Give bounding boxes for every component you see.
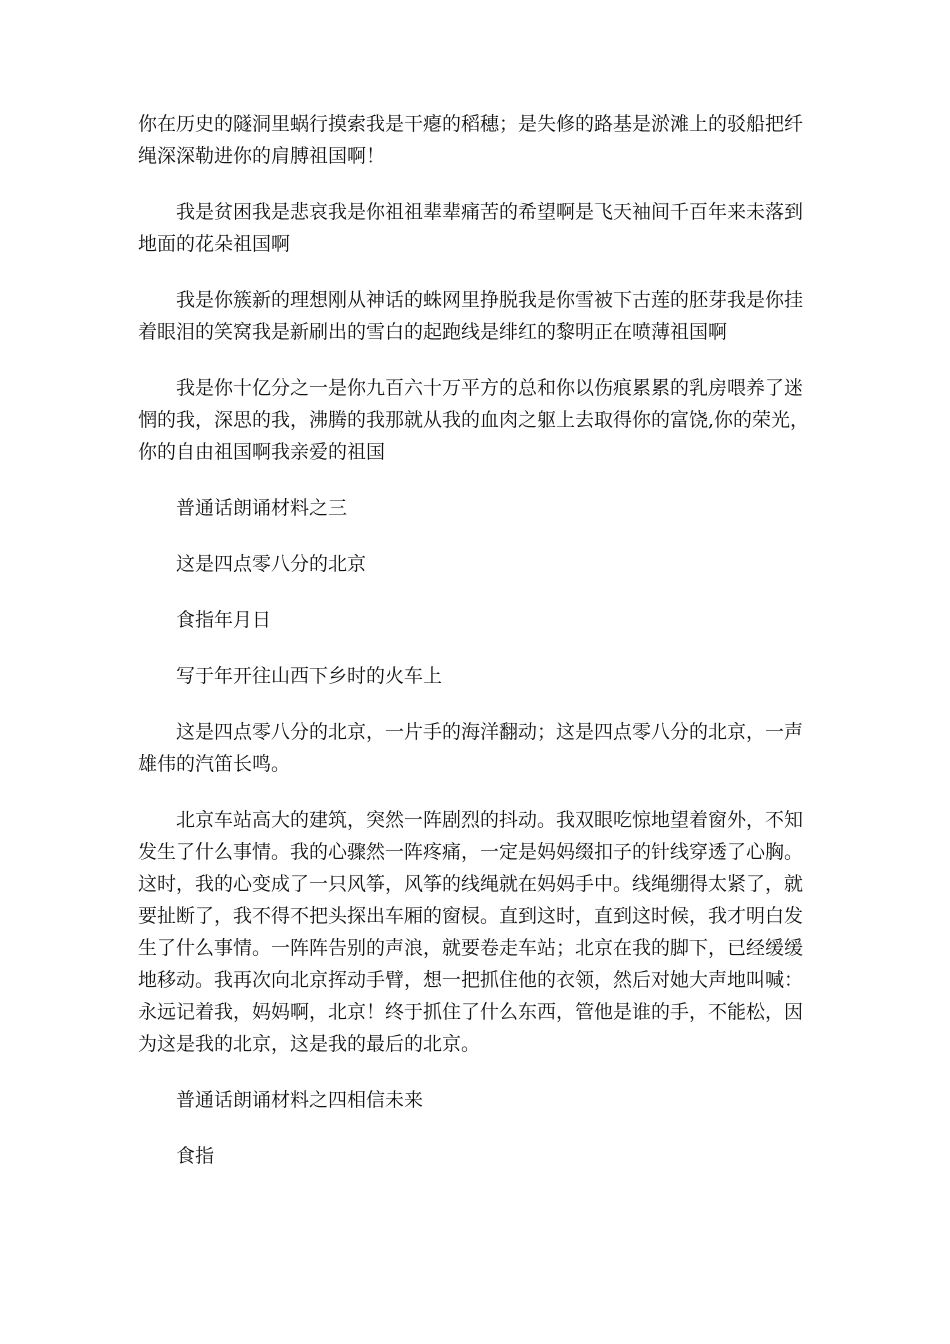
paragraph-4: 我是你十亿分之一是你九百六十万平方的总和你以伤痕累累的乳房喂养了迷 惘的我，深思的我，沸腾的我那就从我的血肉之躯上去取得你的富饶,你的荣光， 你的自由祖国啊我亲爱的祖国 (138, 377, 810, 463)
section-heading-4: 普通话朗诵材料之四相信未来 (176, 1089, 424, 1111)
poem-note: 写于年开往山西下乡时的火车上 (176, 665, 443, 687)
paragraph-3: 我是你簇新的理想刚从神话的蛛网里挣脱我是你雪被下古莲的胚芽我是你挂 着眼泪的笑窝我是新刷出的雪白的起跑线是绯红的黎明正在喷薄祖国啊 (138, 289, 804, 343)
poem-author-date: 食指年月日 (176, 609, 272, 631)
paragraph-1: 你在历史的隧洞里蜗行摸索我是干瘪的稻穗；是失修的路基是淤滩上的驳船把纤 绳深深勒进你的肩膊祖国啊！ (138, 113, 804, 167)
paragraph-2: 我是贫困我是悲哀我是你祖祖辈辈痛苦的希望啊是飞天袖间千百年来未落到 地面的花朵祖国啊 (138, 201, 804, 255)
poem-author: 食指 (176, 1145, 215, 1167)
document-page (138, 108, 814, 1172)
paragraph-9: 这是四点零八分的北京，一片手的海洋翻动；这是四点零八分的北京，一声 雄伟的汽笛长鸣。 (138, 721, 804, 775)
section-heading-3: 普通话朗诵材料之三 (176, 497, 348, 519)
paragraph-10: 北京车站高大的建筑，突然一阵剧烈的抖动。我双眼吃惊地望着窗外，不知 发生了什么事情。我的心骤然一阵疼痛，一定是妈妈缀扣子的针线穿透了心胸。 这时，我的心变成了一只风筝，风筝的线绳就在妈妈手中。线绳绷得太紧了，就 要扯断了，我不得不把头探出车厢的窗棂。直到这时，直到这时候，我才明白发 生了什么事情。一阵阵告别的声浪，就要卷走车站；北京在我的脚下，已经缓缓 地移动。我再次向北京挥动手臂，想一把抓住他的衣领，然后对她大声地叫喊： 永远记着我，妈妈啊，北京！终于抓住了什么东西，管他是谁的手，不能松，因 为这是我的北京，这是我的最后的北京。 (138, 809, 804, 1055)
poem-title: 这是四点零八分的北京 (176, 553, 367, 575)
